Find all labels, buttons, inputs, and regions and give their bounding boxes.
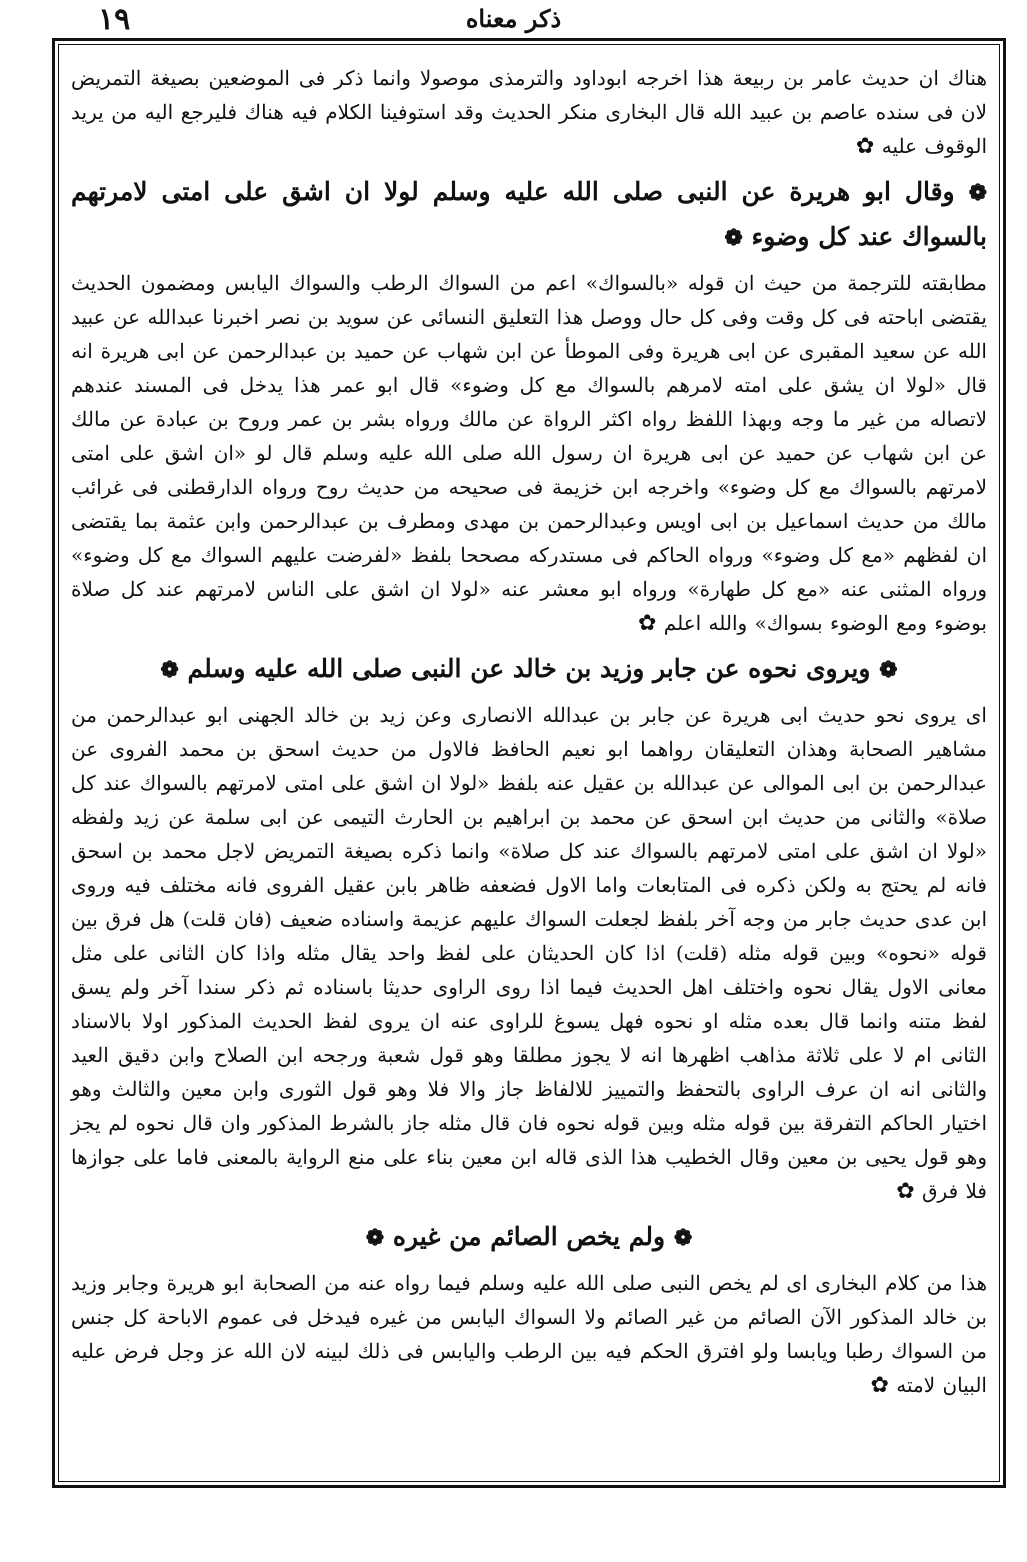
open-ornament: ❁ <box>673 1225 693 1251</box>
paragraph-3-text: اى يروى نحو حديث ابى هريرة عن جابر بن عبدالله الانصارى وعن زيد بن خالد الجهنى ابو عبدالرحمن من مشاهير الصحابة وهذان التعليقان رواهما ابو نعيم الحافظ فالاول من حديث اسحق بن محمد الفروى عن عبدالرحمن بن ابى الموالى عن عبدالله بن عقيل عنه بلفظ «لولا ان اشق على امتى لامرتهم بالسواك عند كل صلاة» والثانى من حديث ابن اسحق عن محمد بن ابراهيم بن الحارث التيمى عن ابى سلمة عن زيد ولفظه «لولا ان اشق على امتى لامرتهم بالسواك عند كل صلاة» وانما ذكره بصيغة التمريض لاجل محمد بن اسحق فانه لم يحتج به ولكن ذكره فى المتابعات واما الاول فضعفه ظاهر بابن عقيل الفروى فانه مختلف فيه وروى ابن عدى حديث جابر من وجه آخر بلفظ لجعلت السواك عليهم عزيمة واسناده ضعيف (فان قلت) هل فرق بين قوله «نحوه» وبين قوله مثله (قلت) اذا كان الحديثان على لفظ واحد يقال مثله واذا كان الثانى على مثل معانى الاول يقال نحوه واختلف اهل الحديث فيما اذا روى الراوى حديثا باسناده ثم ذكر سندا آخر ولم يسق لفظ متنه وانما قال بعده مثله او نحوه فهل يسوغ للراوى عنه ان يروى لفظ الحديث المذكور اولا بالاسناد الثانى ام لا على ثلاثة مذاهب اظهرها انه لا يجوز مطلقا وهو قول شعبة ورجحه ابن الصلاح وابن دقيق العيد والثانى انه ان عرف الراوى بالتحفظ والتمييز للالفاظ جاز والا فلا وهو قول الثورى وابن معين والثالث وهو اختيار الحاكم التفرقة بين قوله مثله وبين قوله نحوه فان قال مثله جاز بالشرط المذكور وان قال نحوه لم يجز وهو قول يحيى بن معين وقال الخطيب هذا الذى قاله ابن معين بناء على منع الرواية بالمعنى فاما على جوازها فلا فرق <box>71 703 987 1203</box>
paragraph-2-text: مطابقته للترجمة من حيث ان قوله «بالسواك» اعم من السواك الرطب والسواك اليابس ومضمون الحديث يقتضى اباحته فى كل وقت وفى كل حال ووصل هذا التعليق النسائى عن سويد بن نصر اخبرنا عبدالله عن عبيد الله عن سعيد المقبرى عن ابى هريرة وفى الموطأ عن ابن شهاب عن حميد بن عبدالرحمن عن ابى هريرة انه قال «لولا ان يشق على امته لامرهم بالسواك مع كل وضوء» قال ابو عمر هذا يدخل فى المسند عندهم لاتصاله من غير ما وجه وبهذا اللفظ رواه اكثر الرواة عن مالك ورواه بشر بن عمر وروح بن عبادة عن مالك عن ابن شهاب عن حميد عن ابى هريرة ان رسول الله صلى الله عليه وسلم قال لو «ان اشق على امتى لامرتهم بالسواك مع كل وضوء» واخرجه ابن خزيمة فى صحيحه من حديث روح ورواه الدارقطنى فى غرائب مالك من حديث اسماعيل بن ابى اويس وعبدالرحمن بن مهدى ومطرف بن عبدالرحمن وابن عثمة بما يقتضى ان لفظهم «مع كل وضوء» ورواه الحاكم فى مستدركه مصححا بلفظ «لفرضت عليهم السواك مع كل وضوء» ورواه المثنى عنه «مع كل طهارة» ورواه ابو معشر عنه «لولا ان اشق على الناس لامرتهم عند كل صلاة بوضوء ومع الوضوء بسواك» والله اعلم <box>71 271 988 635</box>
paragraph-1 <box>71 61 987 164</box>
close-ornament: ❁ <box>724 225 743 251</box>
page-number: ١٩ <box>98 2 131 37</box>
running-header: ذکر معناه <box>465 4 562 33</box>
end-ornament: ✿ <box>637 611 657 636</box>
paragraph-2 <box>71 266 987 641</box>
paragraph-4 <box>71 1266 987 1403</box>
page-body <box>71 61 987 1403</box>
end-ornament: ✿ <box>896 1179 915 1204</box>
paragraph-4-text: هذا من كلام البخارى اى لم يخص النبى صلى الله عليه وسلم فيما رواه عنه من الصحابة ابو هريرة وجابر وزيد بن خالد المذكور الآن الصائم من غير الصائم ولا السواك اليابس من غيره فيدخل فى عموم الاباحة كل جنس من السواك رطبا ويابسا ولو افترق الحكم فيه بين الرطب واليابس فى ذلك لبينه لان الله عز وجل فرض عليه البيان لامته <box>71 1271 987 1397</box>
paragraph-3 <box>71 698 987 1209</box>
close-ornament: ❁ <box>365 1225 385 1251</box>
end-ornament: ✿ <box>855 134 875 159</box>
hadith-quote-3-text: ولم يخص الصائم من غيره <box>392 1222 666 1251</box>
paragraph-1-text: هناك ان حديث عامر بن ربيعة هذا اخرجه ابوداود والترمذى موصولا وانما ذكر فى الموضعين بصيغة التمريض لان فى سنده عاصم بن عبيد الله قال البخارى منكر الحديث وقد استوفينا الكلام فيه هناك فليرجع اليه من يريد الوقوف عليه <box>71 66 988 158</box>
hadith-quote-1 <box>71 170 987 260</box>
open-ornament: ❁ <box>879 657 898 683</box>
hadith-quote-1-text: وقال ابو هريرة عن النبى صلى الله عليه وسلم لولا ان اشق على امتى لامرتهم بالسواك عند كل وضوء <box>71 177 987 251</box>
hadith-quote-2-text: ويروى نحوه عن جابر وزيد بن خالد عن النبى صلى الله عليه وسلم <box>187 654 871 683</box>
open-ornament: ❁ <box>968 180 987 206</box>
end-ornament: ✿ <box>870 1373 889 1398</box>
close-ornament: ❁ <box>160 657 179 683</box>
hadith-quote-3 <box>71 1215 987 1260</box>
text-frame <box>52 38 1006 1488</box>
hadith-quote-2 <box>71 647 987 692</box>
